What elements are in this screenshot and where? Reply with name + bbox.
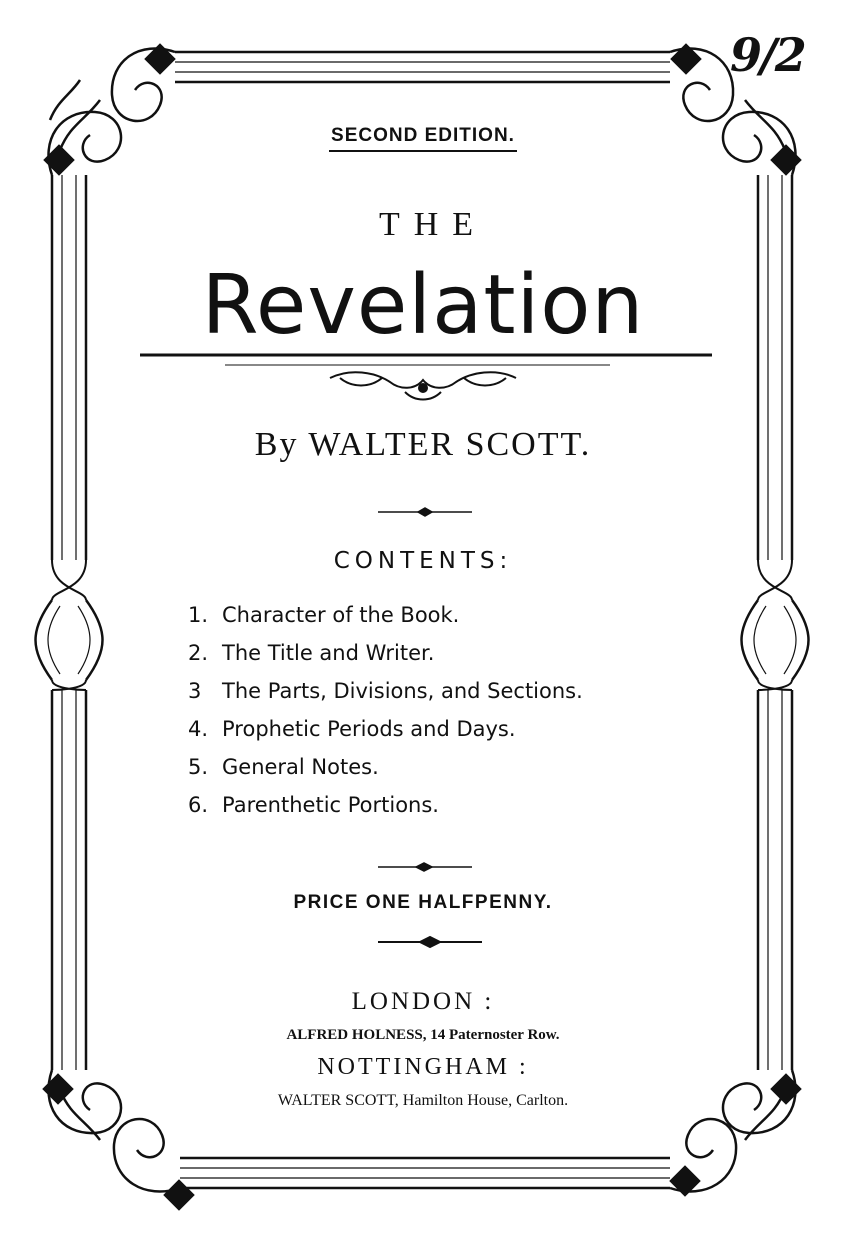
item-text: Parenthetic Portions. <box>222 793 439 817</box>
list-item <box>188 634 583 672</box>
edition-text: SECOND EDITION. <box>329 125 517 152</box>
item-number: 3 <box>188 679 202 703</box>
item-number: 2. <box>188 641 209 665</box>
divider-after-contents <box>378 863 472 871</box>
item-text: General Notes. <box>222 755 379 779</box>
item-text: The Title and Writer. <box>222 641 435 665</box>
divider-after-byline <box>378 508 472 516</box>
list-item <box>188 672 583 710</box>
item-number: 5. <box>188 755 209 779</box>
imprint-city-nottingham: NOTTINGHAM : <box>317 1054 529 1080</box>
item-number: 1. <box>188 603 209 627</box>
list-item <box>188 748 583 786</box>
item-number: 4. <box>188 717 209 741</box>
corner-ornament-top-left <box>45 45 175 175</box>
handwritten-note: 9/2 <box>730 28 805 82</box>
page-title: Revelation <box>201 258 645 353</box>
list-item <box>188 596 583 634</box>
title-prefix: THE <box>378 206 488 243</box>
price-line: PRICE ONE HALFPENNY. <box>293 892 553 913</box>
contents-list <box>188 596 583 824</box>
corner-ornament-bottom-left <box>44 1070 193 1209</box>
imprint-publisher-nottingham: WALTER SCOTT, Hamilton House, Carlton. <box>277 1092 569 1109</box>
item-text: Character of the Book. <box>222 603 460 627</box>
item-text: Prophetic Periods and Days. <box>222 717 516 741</box>
divider-after-price <box>378 937 482 947</box>
list-item <box>188 710 583 748</box>
item-text: The Parts, Divisions, and Sections. <box>222 679 583 703</box>
title-flourish <box>330 372 516 399</box>
imprint-publisher-london: ALFRED HOLNESS, 14 Paternoster Row. <box>286 1027 560 1043</box>
bottom-border-rules <box>180 1158 670 1188</box>
contents-heading: CONTENTS: <box>333 548 513 574</box>
author-byline: By WALTER SCOTT. <box>254 426 592 463</box>
corner-ornament-bottom-right <box>670 1070 800 1195</box>
title-underline <box>140 355 712 365</box>
list-item <box>188 786 583 824</box>
edition-heading <box>0 125 846 147</box>
item-number: 6. <box>188 793 209 817</box>
top-border-rules <box>175 52 670 82</box>
imprint-city-london: LONDON : <box>351 988 495 1015</box>
